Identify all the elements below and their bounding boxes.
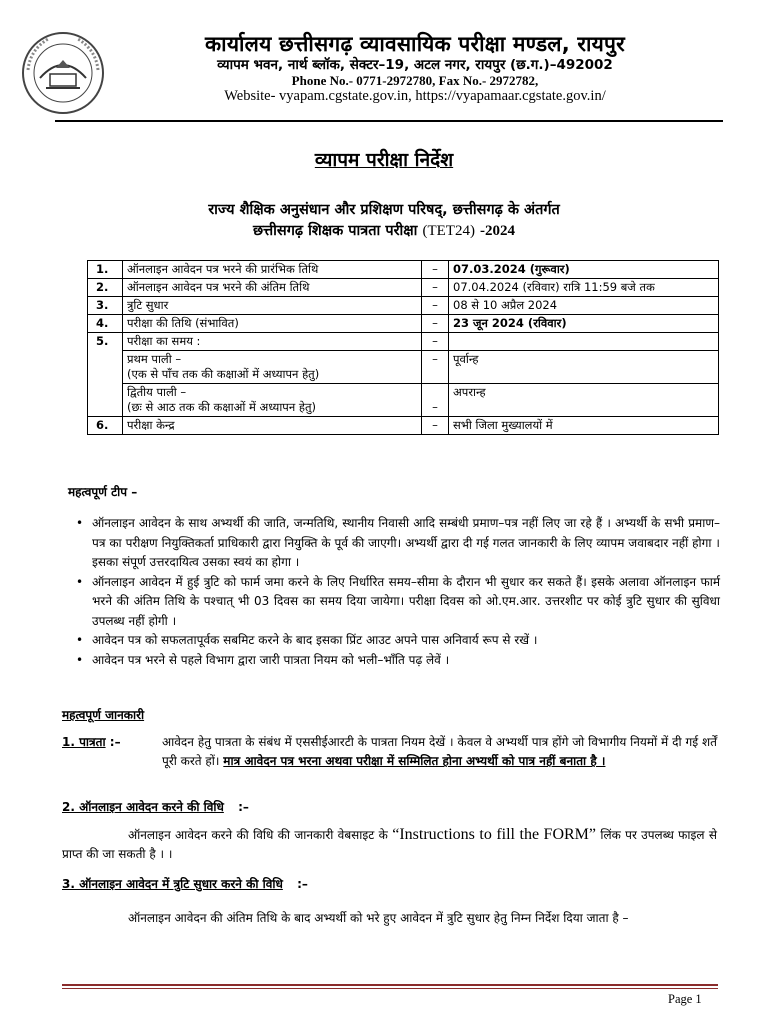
row-label: परीक्षा का समय : bbox=[123, 333, 422, 351]
subtitle-exam-name: छत्तीसगढ़ शिक्षक पात्रता परीक्षा bbox=[252, 223, 418, 239]
list-item: • आवेदन पत्र को सफलतापूर्वक सबमिट करने के बाद इसका प्रिंट आउट अपने पास अनिवार्य रूप से रखें । bbox=[92, 631, 720, 651]
online-apply-body-a: ऑनलाइन आवेदन करने की विधि की जानकारी वेबसाइट के bbox=[128, 828, 388, 842]
error-correction-sep: :– bbox=[297, 877, 308, 891]
subtitle-exam-code: (TET24) bbox=[422, 223, 475, 239]
org-website: Website- vyapam.cgstate.gov.in, https://vyapamaar.cgstate.gov.in/ bbox=[224, 88, 606, 104]
row-value: 23 जून 2024 (रविवार) bbox=[449, 315, 719, 333]
subtitle-exam-year: -2024 bbox=[480, 223, 516, 239]
info-heading: महत्वपूर्ण जानकारी bbox=[62, 708, 145, 722]
eligibility-label bbox=[62, 733, 162, 750]
row-number bbox=[88, 351, 123, 384]
row-label: परीक्षा की तिथि (संभावित) bbox=[123, 315, 422, 333]
row-dash: – bbox=[422, 417, 449, 435]
tips-list bbox=[68, 514, 720, 670]
row-label bbox=[123, 351, 422, 384]
eligibility-text bbox=[162, 733, 717, 771]
footer-rule bbox=[62, 984, 718, 986]
table-row bbox=[88, 333, 719, 351]
online-apply-title: 2. ऑनलाइन आवेदन करने की विधि bbox=[62, 800, 224, 814]
row-label: परीक्षा केन्द्र bbox=[123, 417, 422, 435]
org-phone-fax: Phone No.- 0771-2972780, Fax No.- 2972782, bbox=[291, 73, 539, 88]
row-number: 6. bbox=[88, 417, 123, 435]
row-number: 5. bbox=[88, 333, 123, 351]
vyapam-logo bbox=[20, 30, 106, 116]
row-dash: – bbox=[422, 351, 449, 384]
tips-heading: महत्वपूर्ण टीप – bbox=[68, 485, 138, 499]
row-label bbox=[123, 384, 422, 417]
row-value bbox=[449, 333, 719, 351]
row-number bbox=[88, 384, 123, 417]
row-label: ऑनलाइन आवेदन पत्र भरने की अंतिम तिथि bbox=[123, 279, 422, 297]
table-row bbox=[88, 261, 719, 279]
table-row bbox=[88, 351, 719, 384]
table-row bbox=[88, 315, 719, 333]
schedule-table bbox=[87, 260, 719, 435]
row-label: त्रुटि सुधार bbox=[123, 297, 422, 315]
online-apply-body-b: लिंक पर उपलब्ध फाइल से प्राप्त की जा सकती है । । bbox=[62, 828, 717, 861]
table-row bbox=[88, 384, 719, 417]
error-correction-heading bbox=[62, 875, 308, 892]
error-correction-title: 3. ऑनलाइन आवेदन में त्रुटि सुधार करने की विधि bbox=[62, 877, 283, 891]
eligibility-body: आवेदन हेतु पात्रता के संबंध में एससीईआरटी के पात्रता नियम देखें । केवल वे अभ्यर्थी पात्र होंगे जो विभागीय नियमों में दी गई शर्तें पूरी करते हों। bbox=[162, 735, 717, 768]
subtitle-line2 bbox=[0, 220, 768, 240]
row-value: 08 से 10 अप्रैल 2024 bbox=[449, 297, 719, 315]
list-item: • ऑनलाइन आवेदन में हुई त्रुटि को फार्म जमा करने के लिए निर्धारित समय–सीमा के दौरान भी सुधार कर सकते हैं। इसके अलावा ऑनलाइन फार्म भरने की अंतिम तिथि के पश्चात् भी 03 दिवस का समय दिया जायेगा। परीक्षा दिवस को ओ.एम.आर. उत्तरशीट पर कोई त्रुटि सुधार की सुविधा उपलब्ध नहीं होगी । bbox=[92, 573, 720, 632]
error-correction-text: ऑनलाइन आवेदन की अंतिम तिथि के बाद अभ्यर्थी को भरे हुए आवेदन में त्रुटि सुधार हेतु निम्न निर्देश दिया जाता है – bbox=[128, 911, 629, 925]
row-dash: – bbox=[422, 297, 449, 315]
table-row bbox=[88, 279, 719, 297]
eligibility-title: 1. पात्रता bbox=[62, 735, 106, 749]
row-number: 3. bbox=[88, 297, 123, 315]
eligibility-sep: :– bbox=[109, 735, 121, 749]
shift-description: (छः से आठ तक की कक्षाओं में अध्यापन हेतु) bbox=[127, 400, 317, 414]
shift-name: प्रथम पाली – bbox=[127, 352, 182, 366]
row-value: 07.04.2024 (रविवार) रात्रि 11:59 बजे तक bbox=[449, 279, 719, 297]
row-dash: – bbox=[422, 279, 449, 297]
shift-name: द्वितीय पाली – bbox=[127, 385, 187, 399]
row-number: 4. bbox=[88, 315, 123, 333]
footer-rule-thin bbox=[62, 988, 718, 989]
online-apply-sep: :– bbox=[238, 800, 249, 814]
page-number: Page 1 bbox=[668, 992, 702, 1006]
online-apply-text bbox=[62, 825, 717, 864]
row-number: 2. bbox=[88, 279, 123, 297]
table-row bbox=[88, 417, 719, 435]
row-dash: – bbox=[422, 315, 449, 333]
row-dash: – bbox=[422, 384, 449, 417]
instructions-link[interactable]: “Instructions to fill the FORM” bbox=[392, 826, 597, 843]
org-address: व्यापम भवन, नार्थ ब्लॉक, सेक्टर–19, अटल नगर, रायपुर (छ.ग.)–492002 bbox=[217, 57, 613, 73]
row-dash: – bbox=[422, 261, 449, 279]
row-value: 07.03.2024 (गुरूवार) bbox=[449, 261, 719, 279]
list-item: • ऑनलाइन आवेदन के साथ अभ्यर्थी की जाति, जन्मतिथि, स्थानीय निवासी आदि सम्बंधी प्रमाण–पत्र नहीं लिए जा रहे हैं । अभ्यर्थी के सभी प्रमाण–पत्र का परीक्षण नियुक्तिकर्ता प्राधिकारी द्वारा नियुक्ति के पूर्व की जाएगी। अभ्यर्थी द्वारा दी गई गलत जानकारी के लिए व्यापम जवाबदार नहीं होगा । इसका संपूर्ण उत्तरदायित्व उसका स्वयं का होगा । bbox=[92, 514, 720, 573]
row-value: सभी जिला मुख्यालयों में bbox=[449, 417, 719, 435]
subtitle-line1: राज्य शैक्षिक अनुसंधान और प्रशिक्षण परिषद्, छत्तीसगढ़ के अंतर्गत bbox=[208, 202, 560, 218]
row-dash: – bbox=[422, 333, 449, 351]
eligibility-note: मात्र आवेदन पत्र भरना अथवा परीक्षा में सम्मिलित होना अभ्यर्थी को पात्र नहीं बनाता है । bbox=[223, 754, 606, 768]
list-item: • आवेदन पत्र भरने से पहले विभाग द्वारा जारी पात्रता नियम को भली–भाँति पढ़ लेवें । bbox=[92, 651, 720, 671]
shift-description: (एक से पाँच तक की कक्षाओं में अध्यापन हेतु) bbox=[127, 367, 320, 381]
row-number: 1. bbox=[88, 261, 123, 279]
row-value: पूर्वान्ह bbox=[449, 351, 719, 384]
org-title: कार्यालय छत्तीसगढ़ व्यावसायिक परीक्षा मण्डल, रायपुर bbox=[205, 32, 625, 56]
header-divider bbox=[55, 120, 723, 122]
row-value: अपरान्ह bbox=[449, 384, 719, 417]
row-label: ऑनलाइन आवेदन पत्र भरने की प्रारंभिक तिथि bbox=[123, 261, 422, 279]
table-row bbox=[88, 297, 719, 315]
online-apply-heading bbox=[62, 798, 249, 815]
page-title: व्यापम परीक्षा निर्देश bbox=[314, 149, 454, 171]
